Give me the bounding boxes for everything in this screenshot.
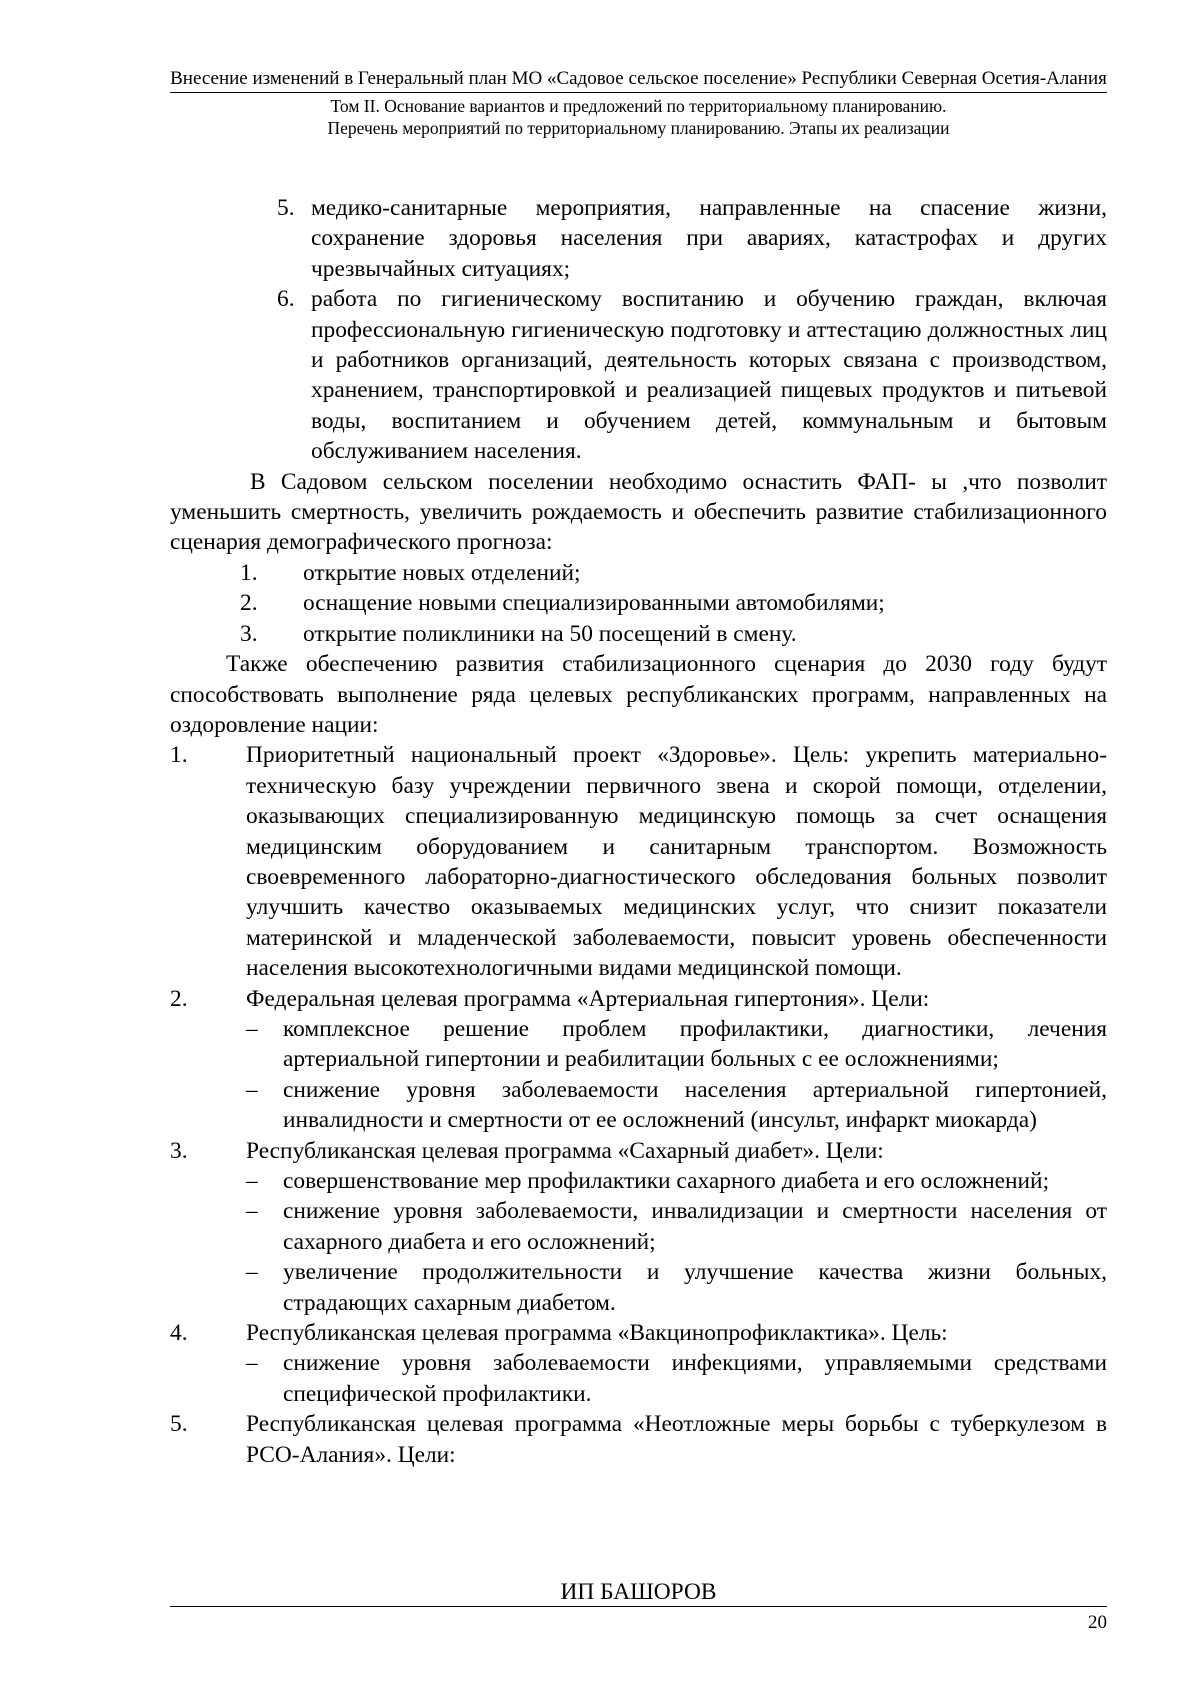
document-title: Внесение изменений в Генеральный план МО «Садовое сельское поселение» Республики Северная Осетия-Алания: [170, 68, 1107, 89]
goal-item: [246, 1014, 1107, 1075]
fap-actions-list: [170, 558, 1107, 649]
footer-organization: ИП БАШОРОВ: [560, 1579, 717, 1605]
list-item: [277, 193, 1107, 284]
list-item-text: медико-санитарные мероприятия, направленные на спасение жизни, сохранение здоровья населения при авариях, катастрофах и других чрезвычайных ситуациях;: [311, 195, 1107, 282]
goal-text: снижение уровня заболеваемости, инвалидизации и смертности населения от сахарного диабета и его осложнений;: [283, 1198, 1107, 1255]
list-item-number: 2.: [240, 590, 258, 617]
program-number: 5.: [170, 1411, 188, 1438]
list-item-number: 3.: [240, 620, 258, 647]
bullet-dash: –: [246, 1076, 258, 1103]
program-number: 1.: [170, 742, 188, 769]
programs-list: [170, 740, 1107, 1470]
page-number: 20: [1088, 1612, 1107, 1633]
page-header: [170, 68, 1107, 139]
list-item: [240, 588, 1107, 618]
bullet-dash: –: [246, 1198, 258, 1225]
paragraph-fap: В Садовом сельском поселении необходимо оснастить ФАП- ы ,что позволит уменьшить смертность, увеличить рождаемость и обеспечить развитие стабилизационного сценария демографического прогноза:: [170, 468, 1107, 556]
list-item: [240, 558, 1107, 588]
list-item-text: открытие новых отделений;: [303, 559, 581, 586]
paragraph-programs-intro: Также обеспечению развития стабилизационного сценария до 2030 году будут способствовать выполнение ряда целевых республиканских программ, направленных на оздоровление нации:: [170, 651, 1107, 738]
goal-item: [246, 1257, 1107, 1318]
goal-item: [246, 1166, 1107, 1196]
list-item-number: 5.: [277, 195, 295, 221]
measures-list: [170, 193, 1107, 467]
program-text: Федеральная целевая программа «Артериальная гипертония». Цели:: [246, 985, 930, 1012]
program-goals: [170, 1014, 1107, 1136]
goal-item: [246, 1196, 1107, 1257]
goal-text: снижение уровня заболеваемости инфекциями, управляемыми средствами специфической профилактики.: [283, 1350, 1107, 1407]
list-item-text: оснащение новыми специализированными автомобилями;: [303, 590, 885, 617]
list-item: [277, 284, 1107, 466]
goal-text: комплексное решение проблем профилактики, диагностики, лечения артериальной гипертонии и реабилитации больных с ее осложнениями;: [283, 1015, 1107, 1073]
list-item-text: работа по гигиеническому воспитанию и обучению граждан, включая профессиональную гигиеническую подготовку и аттестацию должностных лиц и работников организаций, деятельность которых связана с производством, хранением, транспортировкой и реализацией пищевых продуктов и питьевой воды, воспитанием и обучением детей, коммунальным и бытовым обслуживанием населения.: [311, 286, 1107, 465]
program-number: 3.: [170, 1137, 188, 1164]
footer-divider: [170, 1606, 1107, 1607]
goal-item: [246, 1348, 1107, 1409]
page-body: [170, 193, 1107, 1470]
program-text: Республиканская целевая программа «Вакцинопрофиклактика». Цель:: [246, 1320, 948, 1347]
program-goals: [170, 1348, 1107, 1409]
volume-subtitle-line2: Перечень мероприятий по территориальному планированию. Этапы их реализации: [327, 118, 950, 138]
program-number: 2.: [170, 985, 188, 1012]
program-text: Республиканская целевая программа «Неотложные меры борьбы с туберкулезом в РСО-Алания». Цели:: [246, 1411, 1107, 1468]
program-item: [170, 1409, 1107, 1470]
bullet-dash: –: [246, 1168, 258, 1194]
program-item: [170, 984, 1107, 1014]
goal-text: снижение уровня заболеваемости населения артериальной гипертонией, инвалидности и смертности от ее осложнений (инсульт, инфаркт миокарда): [283, 1076, 1107, 1134]
goal-text: увеличение продолжительности и улучшение качества жизни больных, страдающих сахарным диабетом.: [283, 1259, 1107, 1316]
list-item: [240, 619, 1107, 649]
bullet-dash: –: [246, 1259, 258, 1286]
header-divider: [170, 92, 1107, 93]
goal-item: [246, 1075, 1107, 1136]
program-text: Республиканская целевая программа «Сахарный диабет». Цели:: [246, 1137, 884, 1164]
program-goals: [170, 1166, 1107, 1318]
list-item-text: открытие поликлиники на 50 посещений в смену.: [303, 620, 797, 647]
bullet-dash: –: [246, 1350, 258, 1377]
list-item-number: 1.: [240, 559, 258, 586]
goal-text: совершенствование мер профилактики сахарного диабета и его осложнений;: [283, 1168, 1050, 1194]
program-item: [170, 1318, 1107, 1348]
list-item-number: 6.: [277, 286, 295, 313]
program-item: [170, 740, 1107, 983]
bullet-dash: –: [246, 1015, 258, 1042]
page-footer: [170, 1578, 1107, 1635]
volume-subtitle-line1: Том II. Основание вариантов и предложений по территориальному планированию.: [330, 96, 947, 116]
program-item: [170, 1136, 1107, 1166]
program-text: Приоритетный национальный проект «Здоровье». Цель: укрепить материально-техническую базу учреждении первичного звена и скорой помощи, отделении, оказывающих специализированную медицинскую помощь за счет оснащения медицинским оборудованием и санитарным транспортом. Возможность своевременного лабораторно-диагностического обследования больных позволит улучшить качество оказываемых медицинских услуг, что снизит показатели материнской и младенческой заболеваемости, повысит уровень обеспеченности населения высокотехнологичными видами медицинской помощи.: [246, 742, 1107, 982]
program-number: 4.: [170, 1320, 188, 1347]
